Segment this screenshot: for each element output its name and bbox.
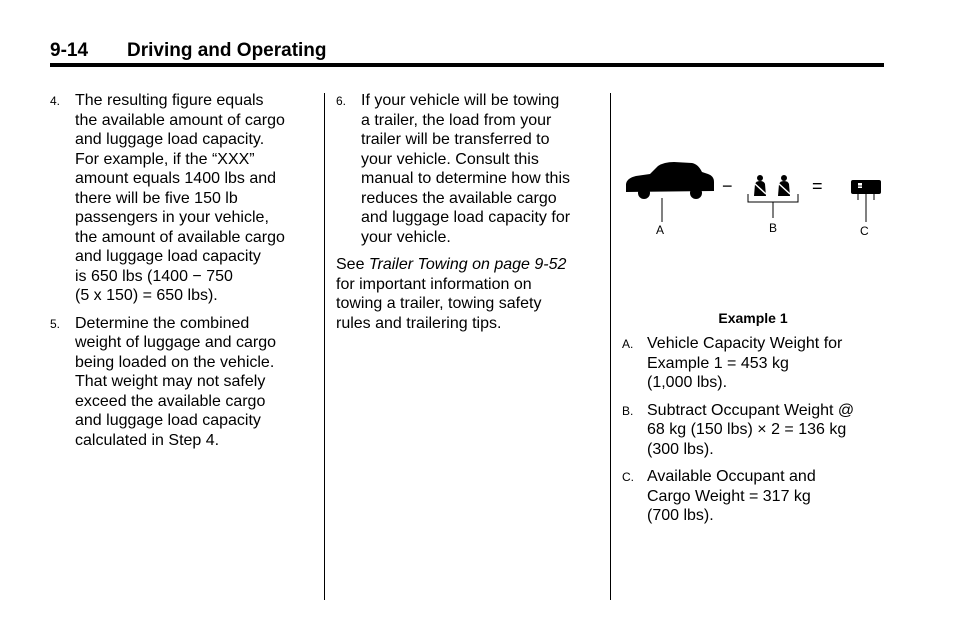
text-line: weight of luggage and cargo [75, 334, 277, 351]
text-line: trailer will be transferred to [361, 131, 550, 148]
text-line: for important information on [336, 275, 532, 293]
figure-caption: Example 1 [718, 310, 788, 326]
text-line: towing a trailer, towing safety [336, 295, 542, 312]
text-line: reduces the available cargo [361, 189, 557, 207]
minus-sign: − [722, 176, 733, 196]
text-line: and luggage load capacity [75, 248, 261, 265]
column-3-list [622, 334, 884, 534]
text-line: (1,000 lbs). [647, 374, 728, 391]
text-line: there will be five 150 lb [75, 189, 238, 207]
text-line: That weight may not safely [75, 373, 266, 390]
list-item-4 [50, 91, 316, 306]
text-line: and luggage load capacity for [361, 209, 571, 226]
text-line: Subtract Occupant Weight @ [647, 401, 855, 419]
text-line: rules and trailering tips. [336, 314, 502, 332]
text-line: amount equals 1400 lbs and [75, 170, 277, 187]
text-line: (5 x 150) = 650 lbs). [75, 287, 218, 304]
text-line: The resulting figure equals [75, 92, 264, 109]
text-line: your vehicle. Consult this [361, 150, 539, 168]
seatbelt-occupant-icon [748, 175, 798, 218]
list-item-a [622, 334, 884, 393]
trailer-towing-link[interactable]: Trailer Towing on page 9-52 [368, 256, 567, 273]
text-line: and luggage load capacity [75, 412, 261, 429]
figure-label-b: B [769, 221, 778, 235]
column-1 [50, 91, 316, 458]
figure-label-c: C [860, 224, 869, 238]
see-prefix: See [336, 256, 369, 273]
column-2 [336, 91, 602, 341]
text-line: Example 1 = 453 kg [647, 354, 789, 372]
column-divider [610, 93, 611, 600]
text-line: (700 lbs). [647, 507, 714, 524]
list-marker: 5. [50, 316, 61, 331]
text-line: 68 kg (150 lbs) × 2 = 136 kg [647, 421, 847, 438]
text-line: If your vehicle will be towing [361, 92, 560, 109]
list-item-5 [50, 314, 316, 451]
text-line: your vehicle. [361, 228, 451, 246]
text-line: a trailer, the load from your [361, 111, 552, 129]
see-also-paragraph [336, 255, 602, 333]
header-rule [50, 63, 884, 67]
list-marker: B. [622, 403, 634, 418]
text-line: being loaded on the vehicle. [75, 353, 275, 371]
text-line: Determine the combined [75, 314, 250, 332]
equals-sign: = [812, 176, 823, 196]
text-line: manual to determine how this [361, 170, 570, 187]
text-line: exceed the available cargo [75, 392, 266, 410]
text-line: the available amount of cargo [75, 111, 285, 129]
page-number: 9-14 [50, 40, 89, 61]
text-line: Cargo Weight = 317 kg [647, 487, 811, 505]
text-line: calculated in Step 4. [75, 431, 220, 449]
list-marker: A. [622, 337, 634, 351]
text-line: Vehicle Capacity Weight for [647, 335, 843, 352]
text-line: is 650 lbs (1400 − 750 [75, 267, 233, 285]
text-line: and luggage load capacity. [75, 131, 265, 148]
figure-label-a: A [656, 223, 665, 237]
list-marker: 4. [50, 94, 61, 108]
list-item-6 [336, 91, 602, 247]
list-item-c [622, 467, 884, 526]
list-item-b [622, 401, 884, 460]
text-line: the amount of available cargo [75, 228, 285, 246]
car-icon [626, 162, 714, 222]
capacity-example-figure [622, 160, 884, 240]
text-line: passengers in your vehicle, [75, 209, 269, 226]
text-line: Available Occupant and [647, 468, 816, 485]
list-marker: C. [622, 470, 634, 484]
section-title: Driving and Operating [127, 40, 327, 61]
text-line: (300 lbs). [647, 440, 714, 458]
text-line: For example, if the “XXX” [75, 150, 255, 168]
cargo-box-icon [851, 180, 881, 222]
see-also-line [336, 255, 602, 275]
column-divider [324, 93, 325, 600]
list-marker: 6. [336, 94, 347, 108]
